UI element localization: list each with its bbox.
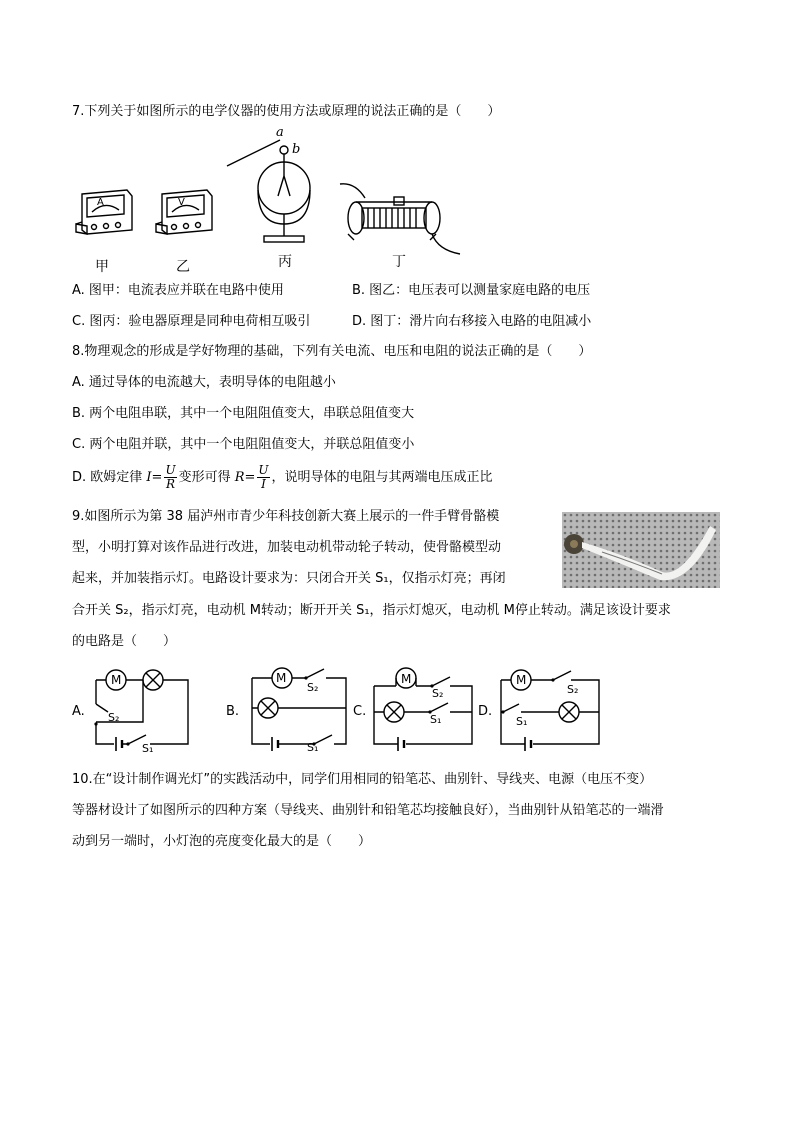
caption-jia: 甲 (95, 259, 109, 275)
formula-i-eq: I= (146, 470, 163, 485)
q9-line-4: 合开关 S₂，指示灯亮，电动机 M转动；断开开关 S₁，指示灯熄灭，电动机 M停止转动。满足该设计要求 (72, 603, 671, 618)
q10-line-3: 动到另一端时，小灯泡的亮度变化最大的是（ ） (72, 834, 372, 849)
circuit-a-s1-label: S₁ (142, 742, 154, 755)
circuit-c (370, 664, 480, 754)
circuit-d (497, 664, 607, 754)
fraction-u-over-r (164, 464, 176, 491)
q8-d-suffix: ，说明导体的电阻与其两端电压成正比 (271, 470, 493, 485)
q8-d-prefix: D. 欧姆定律 (72, 470, 147, 485)
circuit-a-motor-label: M (111, 673, 122, 687)
circuit-d-s2-label: S₂ (567, 683, 579, 696)
circuit-b-motor-label: M (276, 671, 287, 685)
frac1-numerator: U (165, 463, 176, 477)
caption-ding: 丁 (392, 254, 406, 270)
q9-line-2: 型，小明打算对该作品进行改进，加装电动机带动轮子转动，使骨骼模型动 (72, 540, 502, 555)
q9-line-5: 的电路是（ ） (72, 634, 177, 649)
caption-bing: 丙 (278, 254, 292, 270)
q9-option-label-c: C. (353, 704, 367, 719)
frac2-numerator: U (258, 463, 269, 477)
q8-option-a: A. 通过导体的电流越大，表明导体的电阻越小 (72, 375, 336, 390)
circuit-d-s1-label: S₁ (516, 715, 528, 728)
q8-stem: 8.物理观念的形成是学好物理的基础，下列有关电流、电压和电阻的说法正确的是（ ） (72, 344, 592, 359)
caption-yi: 乙 (176, 259, 190, 275)
circuit-b (244, 664, 354, 754)
q10-line-1: 10.在“设计制作调光灯”的实践活动中，同学们用相同的铅笔芯、曲别针、导线夹、电源（电压不变） (72, 772, 653, 787)
rheostat-figure (340, 180, 460, 260)
q9-line-1: 9.如图所示为第 38 届泸州市青少年科技创新大赛上展示的一件手臂骨骼模 (72, 509, 500, 524)
electroscope-figure (222, 128, 322, 246)
ammeter-label: A (97, 197, 104, 208)
circuit-b-s2-label: S₂ (307, 681, 319, 694)
q8-option-b: B. 两个电阻串联，其中一个电阻阻值变大，串联总阻值变大 (72, 406, 415, 421)
q7-option-d: D. 图丁：滑片向右移接入电路的电阻减小 (352, 314, 592, 329)
q7-option-b: B. 图乙：电压表可以测量家庭电路的电压 (352, 283, 591, 298)
q10-line-2: 等器材设计了如图所示的四种方案（导线夹、曲别针和铅笔芯均接触良好），当曲别针从铅笔芯的一端滑 (72, 803, 664, 818)
circuit-a-s2-label: S₂ (108, 711, 120, 724)
fraction-u-over-i (257, 464, 269, 491)
frac2-denominator: I (261, 477, 266, 491)
arm-model-photo (562, 512, 720, 588)
formula-r-eq: R= (234, 470, 256, 485)
ammeter-figure (72, 186, 142, 246)
circuit-c-s2-label: S₂ (432, 687, 444, 700)
voltmeter-figure (152, 186, 222, 246)
frac1-denominator: R (165, 477, 176, 491)
q7-option-a: A. 图甲：电流表应并联在电路中使用 (72, 283, 284, 298)
circuit-b-s1-label: S₁ (307, 741, 319, 754)
q9-option-label-d: D. (478, 704, 493, 719)
q9-option-label-a: A. (72, 704, 85, 719)
q7-stem: 7.下列关于如图所示的电学仪器的使用方法或原理的说法正确的是（ ） (72, 104, 501, 119)
label-b: b (292, 142, 301, 157)
circuit-c-s1-label: S₁ (430, 713, 442, 726)
q8-d-middle: 变形可得 (178, 470, 235, 485)
voltmeter-label: V (178, 197, 185, 208)
label-a: a (276, 125, 284, 140)
circuit-c-motor-label: M (401, 672, 412, 686)
q8-option-d (72, 463, 493, 493)
q9-line-3: 起来，并加装指示灯。电路设计要求为：只闭合开关 S₁，仅指示灯亮；再闭 (72, 571, 506, 586)
q7-option-c: C. 图丙：验电器原理是同种电荷相互吸引 (72, 314, 311, 329)
circuit-d-motor-label: M (516, 673, 527, 687)
q8-option-c: C. 两个电阻并联，其中一个电阻阻值变大，并联总阻值变小 (72, 437, 415, 452)
q9-option-label-b: B. (226, 704, 240, 719)
